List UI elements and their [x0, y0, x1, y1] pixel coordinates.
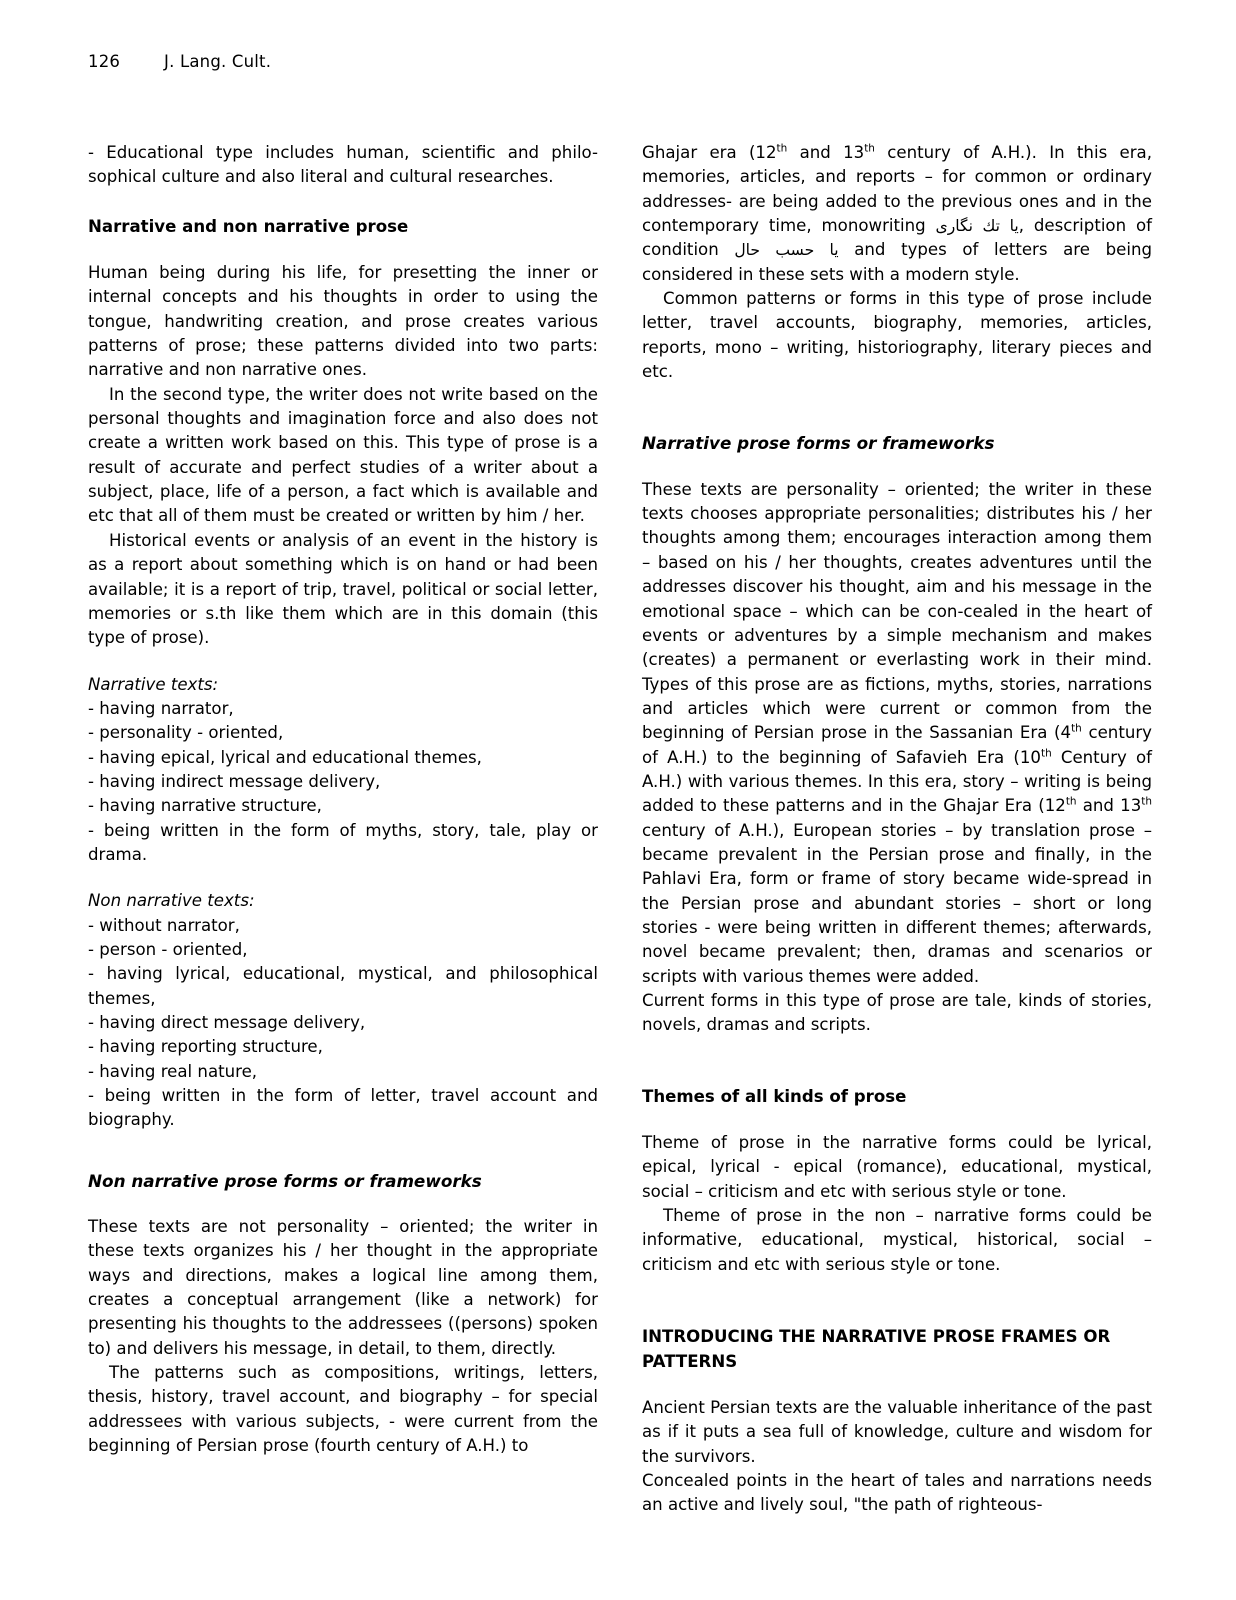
paragraph-current-forms: Current forms in this type of prose are tale, kinds of stories, novels, dramas and scripts. [642, 991, 1152, 1035]
right-column [642, 141, 1152, 1518]
heading-themes-of-all-kinds-of-prose: Themes of all kinds of prose [642, 1086, 907, 1106]
paragraph-these-texts-not-personality: These texts are not personality – oriented; the writer in these texts organizes his / her thought in the appropriate ways and directions, makes a logical line among them, creates a conceptual arrangement (like a network) for presenting his thoughts to the addressees ((persons) spoken to) and delivers his message, in detail, to them, directly. [88, 1217, 598, 1358]
list-item: - personality - oriented, [88, 723, 284, 743]
paragraph-theme-narrative-forms: Theme of prose in the narrative forms could be lyrical, epical, lyrical - epical (romance), educational, mystical, social – criticism and etc with serious style or tone. [642, 1133, 1152, 1201]
paragraph-educational-type: - Educational type includes human, scientific and philo-sophical culture and also literal and cultural researches. [88, 143, 598, 187]
list-item: - person - oriented, [88, 939, 248, 959]
persian-term-monowriting: يا تك نگاری [935, 217, 1019, 236]
list-item: - having narrative structure, [88, 796, 322, 816]
label-non-narrative-texts: Non narrative texts: [88, 891, 255, 911]
ghajar-text-part-1: Ghajar era (12 [642, 143, 777, 162]
two-column-body [88, 141, 1152, 1518]
left-column [88, 141, 598, 1459]
list-item: - being written in the form of myths, story, tale, play or drama. [88, 820, 598, 864]
ghajar-text-part-2: and 13 [787, 143, 865, 162]
paragraph-the-patterns: The patterns such as compositions, writings, letters, thesis, history, travel account, and biography – for special addressees with various subjects, - were current from the beginning of Persian prose (fourth century of A.H.) to [88, 1363, 598, 1456]
journal-title: J. Lang. Cult. [164, 52, 272, 71]
list-item: - having indirect message delivery, [88, 771, 381, 791]
narrative-forms-text-part-1: These texts are personality – oriented; the writer in these texts chooses appropriate personalities; distributes his / her thoughts among them; encourages interaction among them – based on his / her thoughts, creates adventures until the addresses discover his thought, aim and his message in the emotional space – which can be con-cealed in the heart of events or adventures by a simple mechanism and makes (creates) a permanent or everlasting work in their mind. Types of this prose are as fictions, myths, stories, narrations and articles which were current or common from the beginning of Persian prose in the Sassanian Era (4 [642, 479, 1152, 743]
ghajar-text-part-3: century of A.H.). In this era, memories, articles, and reports – for common or ordinary addresses- are being added to the previous ones and in the contemporary time, monowriting [642, 143, 1152, 236]
paragraph-common-patterns: Common patterns or forms in this type of prose include letter, travel accounts, biography, memories, articles, reports, mono – writing, historiography, literary pieces and etc. [642, 289, 1152, 382]
heading-introducing-narrative-prose-frames: INTRODUCING THE NARRATIVE PROSE FRAMES OR PATTERNS [642, 1327, 1111, 1372]
heading-non-narrative-prose-forms: Non narrative prose forms or frameworks [88, 1170, 482, 1191]
paragraph-theme-non-narrative-forms: Theme of prose in the non – narrative forms could be informative, educational, mystical, historical, social – criticism and etc with serious style or tone. [642, 1206, 1152, 1274]
heading-narrative-prose-forms: Narrative prose forms or frameworks [642, 433, 995, 454]
list-item: - having narrator, [88, 698, 234, 718]
paragraph-ancient-persian-texts: Ancient Persian texts are the valuable inheritance of the past as if it puts a sea full of knowledge, culture and wisdom for the survivors. [642, 1398, 1152, 1466]
persian-term-condition: يا حسب حال [734, 241, 839, 260]
ghajar-text-part-4: , description of condition [642, 216, 1152, 260]
label-narrative-texts: Narrative texts: [88, 674, 219, 694]
paragraph-human-being: Human being during his life, for presetting the inner or internal concepts and his thoughts in order to using the tongue, handwriting creation, and prose creates various patterns of prose; these patterns divided into two parts: narrative and non narrative ones. [88, 263, 598, 380]
list-item: - having lyrical, educational, mystical, and philosophical themes, [88, 964, 598, 1008]
paragraph-historical-events: Historical events or analysis of an event in the history is as a report about something which is on hand or had been available; it is a report of trip, travel, political or social letter, memories or s.th like them which are in this domain (this type of prose). [88, 530, 598, 648]
list-item: - being written in the form of letter, travel account and biography. [88, 1086, 598, 1130]
narrative-forms-text-part-3: Century of A.H.) with various themes. In this era, story – writing is being added to these patterns and in the Ghajar Era (12 [642, 747, 1153, 816]
page-number: 126 [88, 52, 121, 71]
list-item: - having real nature, [88, 1061, 258, 1081]
list-item: - having direct message delivery, [88, 1013, 366, 1032]
paragraph-second-type: In the second type, the writer does not write based on the personal thoughts and imagination force and also does not create a written work based on this. This type of prose is a result of accurate and perfect studies of a writer about a subject, place, life of a person, a fact which is available and etc that all of them must be created or written by him / her. [88, 384, 598, 526]
superscript-th-10th: th [1040, 747, 1052, 760]
superscript-th: th [864, 142, 875, 155]
list-item: - having reporting structure, [88, 1037, 323, 1057]
heading-narrative-and-non-narrative-prose: Narrative and non narrative prose [88, 216, 409, 236]
running-head [88, 52, 271, 71]
superscript-th-4th: th [1071, 722, 1082, 735]
list-item: - having epical, lyrical and educational themes, [88, 747, 482, 767]
paragraph-concealed-points: Concealed points in the heart of tales and narrations needs an active and lively soul, "the path of righteous- [642, 1471, 1152, 1515]
narrative-forms-text-part-4: and 13 [1076, 796, 1142, 816]
superscript-th: th [776, 142, 788, 155]
superscript-th-12th: th [1065, 795, 1077, 808]
narrative-forms-text-part-5: century of A.H.), European stories – by translation prose – became prevalent in the Persian prose and finally, in the Pahlavi Era, form or frame of story became wide-spread in the Persian prose and abundant stories – short or long stories - were being written in different themes; afterwards, novel became prevalent; then, dramas and scenarios or scripts with various themes were added. [642, 820, 1152, 986]
paragraph-these-texts-personality-oriented [642, 478, 1152, 989]
ghajar-text-part-5: and types of letters are being considered in these sets with a modern style. [642, 240, 1152, 284]
list-item: - without narrator, [88, 915, 240, 935]
paragraph-ghajar-era [642, 141, 1152, 287]
superscript-th-13th: th [1141, 795, 1152, 808]
narrative-forms-text-part-2: century of A.H.) to the beginning of Safavieh Era (10 [642, 723, 1152, 767]
